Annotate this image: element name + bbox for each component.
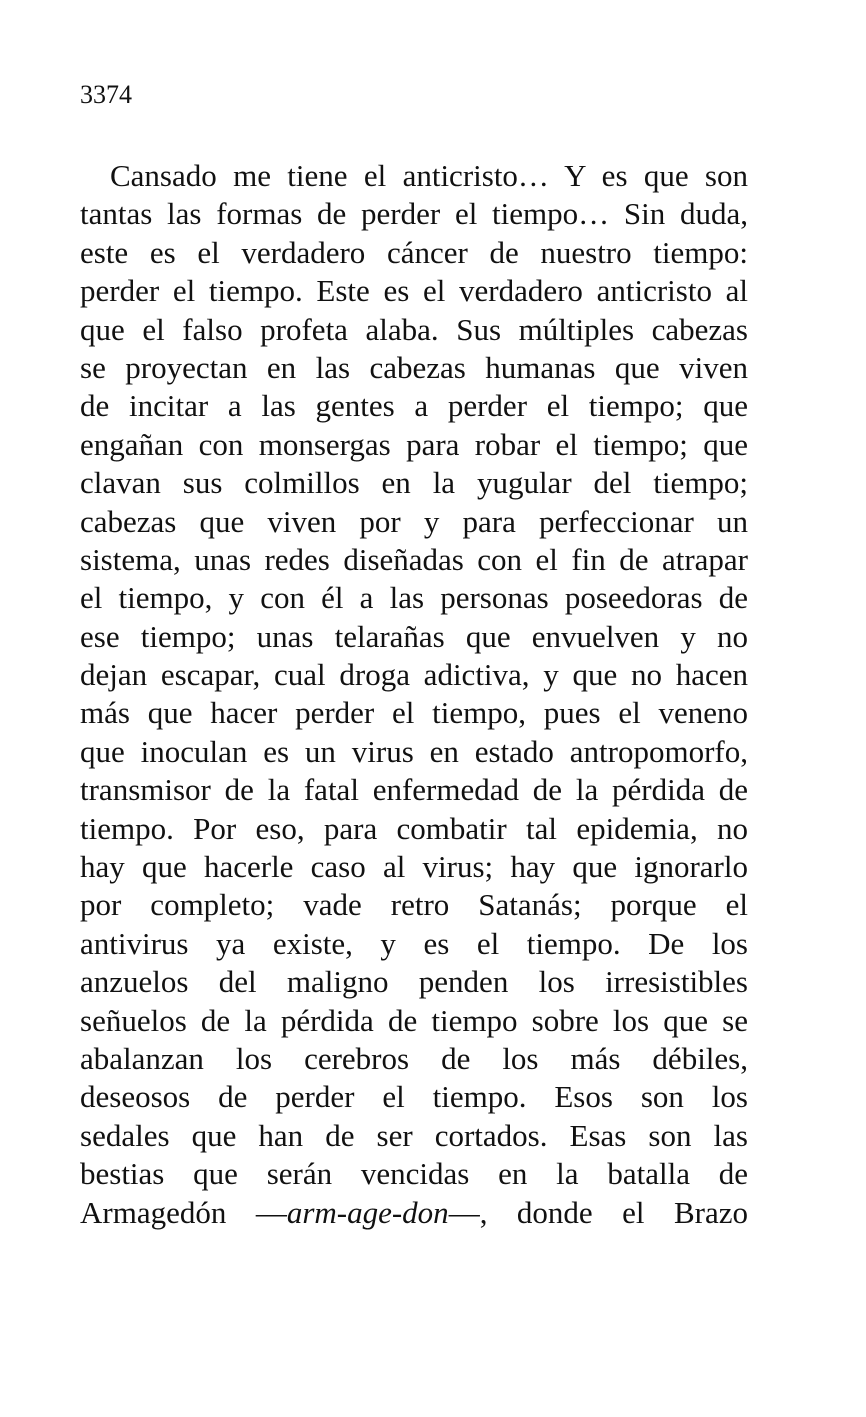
text-line: engañan con monsergas para robar el tiempo; que	[80, 426, 748, 462]
text-line: sistema, unas redes diseñadas con el fin de atrapar	[80, 541, 748, 577]
italic-term: arm-age-don	[286, 1194, 449, 1230]
text-line: ese tiempo; unas telarañas que envuelven y no	[80, 618, 748, 654]
text-line: que inoculan es un virus en estado antropomorfo,	[80, 733, 748, 769]
text-line: se proyectan en las cabezas humanas que viven	[80, 349, 748, 385]
text-line: por completo; vade retro Satanás; porque el	[80, 887, 748, 923]
text-line: perder el tiempo. Este es el verdadero anticristo al	[80, 273, 748, 309]
text-line: cabezas que viven por y para perfeccionar un	[80, 503, 748, 539]
text-line: dejan escapar, cual droga adictiva, y que no hacen	[80, 657, 748, 693]
text-line: abalanzan los cerebros de los más débiles,	[80, 1040, 748, 1076]
text-segment: Armagedón	[80, 1194, 256, 1230]
em-dash-open: —	[255, 1194, 287, 1230]
text-line: antivirus ya existe, y es el tiempo. De los	[80, 925, 748, 961]
text-line: más que hacer perder el tiempo, pues el veneno	[80, 695, 748, 731]
text-line: sedales que han de ser cortados. Esas son las	[80, 1117, 748, 1153]
text-line: deseosos de perder el tiempo. Esos son los	[80, 1079, 748, 1115]
text-line: señuelos de la pérdida de tiempo sobre los que se	[80, 1002, 748, 1038]
text-line: este es el verdadero cáncer de nuestro tiempo:	[80, 234, 748, 270]
text-line: de incitar a las gentes a perder el tiempo; que	[80, 388, 748, 424]
text-line: Cansado me tiene el anticristo… Y es que son	[110, 158, 748, 193]
text-line: que el falso profeta alaba. Sus múltiples cabezas	[80, 311, 748, 347]
text-line: tiempo. Por eso, para combatir tal epidemia, no	[80, 810, 748, 846]
text-line: tantas las formas de perder el tiempo… Sin duda,	[80, 196, 748, 232]
page-number: 3374	[80, 80, 132, 109]
text-line: transmisor de la fatal enfermedad de la pérdida de	[80, 772, 748, 808]
text-line: clavan sus colmillos en la yugular del tiempo;	[80, 465, 748, 501]
text-line-final	[80, 1194, 748, 1232]
text-line: anzuelos del maligno penden los irresistibles	[80, 964, 748, 1000]
text-line: el tiempo, y con él a las personas poseedoras de	[80, 580, 748, 616]
body-paragraph	[80, 157, 748, 1232]
text-segment: , donde el Brazo	[479, 1194, 749, 1230]
em-dash-close: —	[448, 1194, 480, 1230]
text-line: hay que hacerle caso al virus; hay que ignorarlo	[80, 849, 748, 885]
text-line: bestias que serán vencidas en la batalla de	[80, 1156, 748, 1192]
